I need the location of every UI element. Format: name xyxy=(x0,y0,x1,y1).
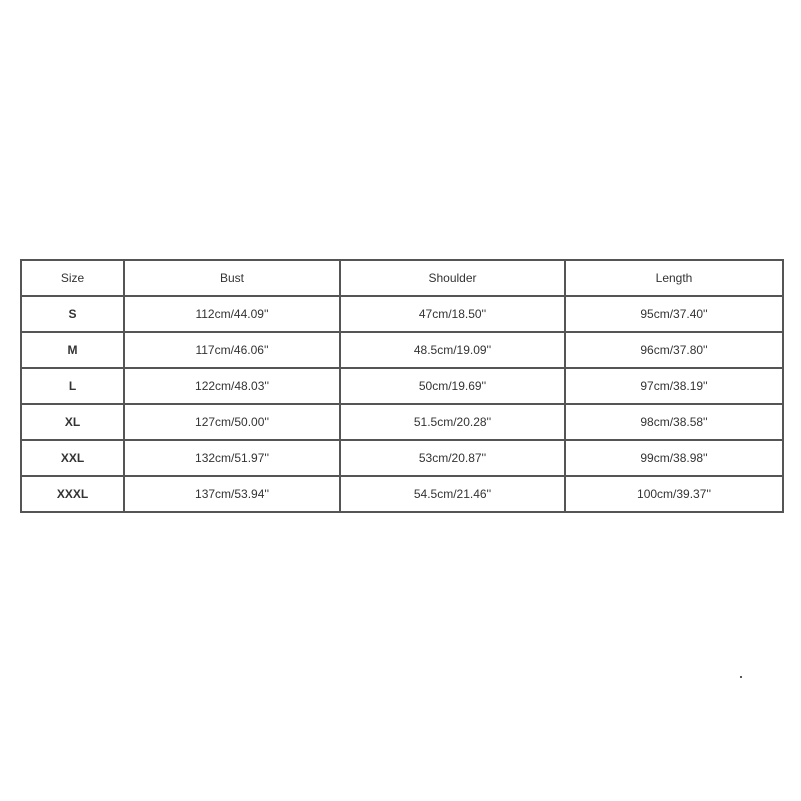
header-bust: Bust xyxy=(124,260,340,296)
cell-bust: 122cm/48.03'' xyxy=(124,368,340,404)
cell-size: XXXL xyxy=(21,476,124,512)
cell-shoulder: 50cm/19.69'' xyxy=(340,368,565,404)
cell-size: M xyxy=(21,332,124,368)
cell-bust: 137cm/53.94'' xyxy=(124,476,340,512)
cell-size: XL xyxy=(21,404,124,440)
cell-bust: 132cm/51.97'' xyxy=(124,440,340,476)
cell-size: L xyxy=(21,368,124,404)
cell-length: 99cm/38.98'' xyxy=(565,440,783,476)
table-row xyxy=(21,296,783,332)
table-row xyxy=(21,440,783,476)
stray-dot xyxy=(740,676,742,678)
cell-bust: 112cm/44.09'' xyxy=(124,296,340,332)
cell-bust: 117cm/46.06'' xyxy=(124,332,340,368)
header-size: Size xyxy=(21,260,124,296)
cell-length: 97cm/38.19'' xyxy=(565,368,783,404)
cell-length: 96cm/37.80'' xyxy=(565,332,783,368)
cell-length: 98cm/38.58'' xyxy=(565,404,783,440)
header-length: Length xyxy=(565,260,783,296)
cell-bust: 127cm/50.00'' xyxy=(124,404,340,440)
cell-size: S xyxy=(21,296,124,332)
size-chart-table xyxy=(20,259,784,513)
table-row xyxy=(21,476,783,512)
cell-shoulder: 47cm/18.50'' xyxy=(340,296,565,332)
cell-shoulder: 48.5cm/19.09'' xyxy=(340,332,565,368)
cell-shoulder: 53cm/20.87'' xyxy=(340,440,565,476)
cell-length: 95cm/37.40'' xyxy=(565,296,783,332)
table-row xyxy=(21,332,783,368)
header-shoulder: Shoulder xyxy=(340,260,565,296)
cell-shoulder: 54.5cm/21.46'' xyxy=(340,476,565,512)
table-header-row xyxy=(21,260,783,296)
cell-shoulder: 51.5cm/20.28'' xyxy=(340,404,565,440)
table-row xyxy=(21,368,783,404)
cell-length: 100cm/39.37'' xyxy=(565,476,783,512)
cell-size: XXL xyxy=(21,440,124,476)
table-row xyxy=(21,404,783,440)
